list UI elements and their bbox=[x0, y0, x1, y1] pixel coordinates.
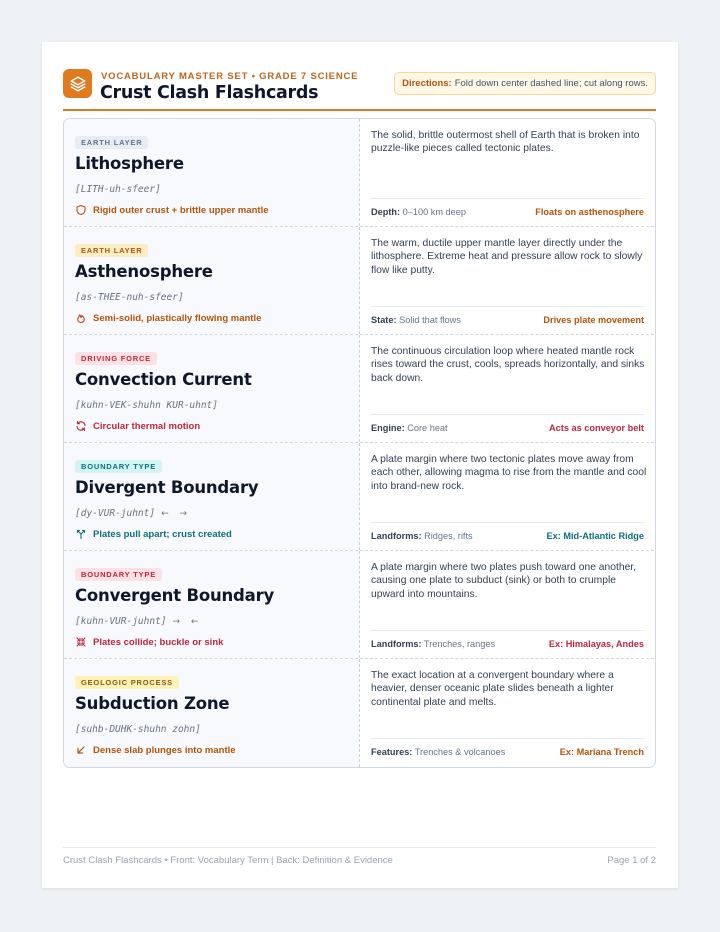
set-eyebrow: VOCABULARY MASTER SET • GRADE 7 SCIENCE bbox=[101, 71, 359, 82]
flame-icon bbox=[75, 312, 87, 324]
card-back bbox=[361, 119, 654, 226]
evidence-value: Trenches, ranges bbox=[423, 638, 496, 649]
definition: The exact location at a convergent boundary where a heavier, denser oceanic plate slides beneath a lighter continental plate and melts. bbox=[371, 670, 614, 708]
card-front bbox=[64, 443, 359, 550]
hint-text: Dense slab plunges into mantle bbox=[93, 744, 236, 756]
evidence-row bbox=[371, 630, 644, 656]
evidence-row bbox=[371, 414, 644, 440]
category-badge: DRIVING FORCE bbox=[75, 352, 157, 365]
evidence-value: Trenches & volcanoes bbox=[414, 746, 506, 757]
card-front bbox=[64, 659, 359, 767]
definition: The warm, ductile upper mantle layer directly under the lithosphere. Extreme heat and pressure allow rock to slowly flow like putty. bbox=[371, 238, 643, 276]
header bbox=[63, 68, 656, 110]
fold-line bbox=[359, 443, 360, 550]
fold-line bbox=[359, 227, 360, 334]
arrow-down-left-icon bbox=[75, 744, 87, 756]
footer-description: Crust Clash Flashcards • Front: Vocabulary Term | Back: Definition & Evidence bbox=[63, 855, 393, 866]
card-back bbox=[361, 659, 654, 767]
evidence-note: Ex: Mid-Atlantic Ridge bbox=[546, 530, 644, 541]
definition: The continuous circulation loop where heated mantle rock rises toward the crust, cools, spreads horizontally, and sinks back down. bbox=[371, 346, 645, 384]
cycle-icon bbox=[75, 420, 87, 432]
evidence-row bbox=[371, 306, 644, 332]
fold-line bbox=[359, 335, 360, 442]
evidence-value: Ridges, rifts bbox=[424, 530, 473, 541]
evidence-key: Engine: bbox=[371, 422, 405, 433]
pronunciation: [suhb-DUHK-shuhn zohn] bbox=[75, 724, 201, 735]
memory-hint bbox=[75, 635, 223, 649]
directions-label: Directions: bbox=[402, 78, 452, 89]
pronunciation: [kuhn-VEK-shuhn KUR-uhnt] bbox=[75, 400, 218, 411]
pronunciation: [LITH-uh-sfeer] bbox=[75, 184, 161, 195]
flashcard-convergent-boundary bbox=[64, 551, 654, 659]
evidence-key: Landforms: bbox=[371, 638, 422, 649]
hint-text: Rigid outer crust + brittle upper mantle bbox=[93, 204, 269, 216]
vocab-term: Lithosphere bbox=[75, 154, 184, 173]
split-icon bbox=[75, 528, 87, 540]
header-divider bbox=[63, 109, 656, 111]
evidence-note: Ex: Mariana Trench bbox=[559, 746, 644, 757]
flashcard-subduction-zone bbox=[64, 659, 654, 767]
category-badge: BOUNDARY TYPE bbox=[75, 568, 162, 581]
fold-line bbox=[359, 659, 360, 767]
card-front bbox=[64, 119, 359, 226]
card-back bbox=[361, 227, 654, 334]
evidence-note: Drives plate movement bbox=[543, 314, 644, 325]
category-badge: BOUNDARY TYPE bbox=[75, 460, 162, 473]
definition: A plate margin where two plates push toward one another, causing one plate to subduct (sink) or both to crumple upward into mountains. bbox=[371, 562, 637, 600]
category-badge: GEOLOGIC PROCESS bbox=[75, 676, 179, 689]
card-front bbox=[64, 335, 359, 442]
pronunciation bbox=[75, 616, 202, 627]
evidence-key: State: bbox=[371, 314, 397, 325]
fold-line bbox=[359, 551, 360, 658]
evidence-note: Floats on asthenosphere bbox=[535, 206, 644, 217]
hint-text: Plates collide; buckle or sink bbox=[93, 636, 224, 648]
memory-hint bbox=[75, 743, 236, 757]
fold-line bbox=[359, 119, 360, 226]
pronunciation-text: [kuhn-VUR-juhnt] bbox=[75, 616, 167, 627]
memory-hint bbox=[75, 527, 232, 541]
memory-hint bbox=[75, 311, 261, 325]
evidence-key: Landforms: bbox=[371, 530, 422, 541]
hint-text: Semi-solid, plastically flowing mantle bbox=[93, 312, 262, 324]
flashcard-asthenosphere bbox=[64, 227, 654, 335]
page-title: Crust Clash Flashcards bbox=[100, 83, 319, 103]
vocab-term: Convection Current bbox=[75, 370, 252, 389]
shield-icon bbox=[75, 204, 87, 216]
flashcard-convection-current bbox=[64, 335, 654, 443]
evidence-key: Features: bbox=[371, 746, 413, 757]
evidence-row bbox=[371, 738, 644, 764]
directions-text: Fold down center dashed line; cut along rows. bbox=[454, 78, 648, 89]
page-number: Page 1 of 2 bbox=[607, 855, 656, 866]
page-footer bbox=[63, 847, 656, 866]
hint-text: Circular thermal motion bbox=[93, 420, 201, 432]
vocab-term: Divergent Boundary bbox=[75, 478, 259, 497]
card-back bbox=[361, 551, 654, 658]
evidence-value: Core heat bbox=[407, 422, 448, 433]
evidence-row bbox=[371, 198, 644, 224]
evidence-note: Acts as conveyor belt bbox=[549, 422, 644, 433]
category-badge: EARTH LAYER bbox=[75, 244, 148, 257]
pronunciation bbox=[75, 508, 191, 519]
motion-arrows: ← → bbox=[161, 509, 192, 519]
evidence-key: Depth: bbox=[371, 206, 401, 217]
memory-hint bbox=[75, 203, 269, 217]
card-front bbox=[64, 551, 359, 658]
layers-logo-icon bbox=[63, 69, 92, 98]
vocab-term: Asthenosphere bbox=[75, 262, 213, 281]
evidence-note: Ex: Himalayas, Andes bbox=[548, 638, 644, 649]
vocab-term: Subduction Zone bbox=[75, 694, 230, 713]
category-badge: EARTH LAYER bbox=[75, 136, 148, 149]
definition: A plate margin where two tectonic plates move away from each other, allowing magma to rise from the mantle and cool into brand-new rock. bbox=[371, 454, 647, 492]
hint-text: Plates pull apart; crust created bbox=[93, 528, 232, 540]
card-front bbox=[64, 227, 359, 334]
motion-arrows: → ← bbox=[172, 617, 203, 627]
worksheet-page bbox=[42, 42, 678, 888]
pronunciation: [as-THEE-nuh-sfeer] bbox=[75, 292, 184, 303]
flashcard-divergent-boundary bbox=[64, 443, 654, 551]
card-back bbox=[361, 335, 654, 442]
flashcard-grid bbox=[63, 118, 656, 768]
vocab-term: Convergent Boundary bbox=[75, 586, 275, 605]
definition: The solid, brittle outermost shell of Earth that is broken into puzzle-like pieces called tectonic plates. bbox=[371, 130, 640, 155]
card-back bbox=[361, 443, 654, 550]
flashcard-lithosphere bbox=[64, 119, 654, 227]
memory-hint bbox=[75, 419, 200, 433]
evidence-row bbox=[371, 522, 644, 548]
evidence-value: Solid that flows bbox=[399, 314, 461, 325]
evidence-value: 0–100 km deep bbox=[402, 206, 466, 217]
directions-note bbox=[394, 72, 656, 95]
pronunciation-text: [dy-VUR-juhnt] bbox=[75, 508, 156, 519]
collide-icon bbox=[75, 636, 87, 648]
